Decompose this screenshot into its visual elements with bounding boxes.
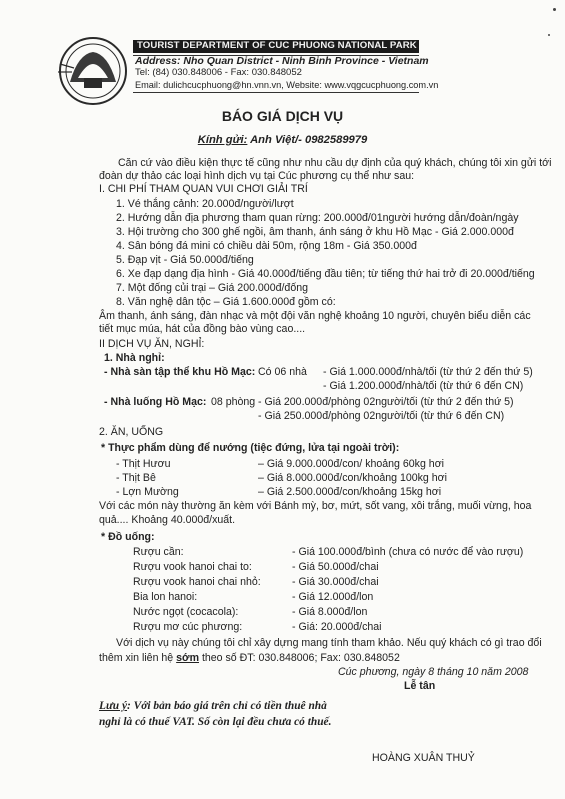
closing-text-c: theo số ĐT: 030.848006; Fax: 030.848052 bbox=[199, 652, 400, 664]
house-1-price-weekend: - Giá 1.200.000đ/nhà/tối (từ thứ 6 đến CN) bbox=[323, 380, 524, 392]
drinks-heading bbox=[101, 531, 155, 543]
house-1-detail: Có 06 nhà bbox=[258, 366, 307, 378]
closing-line-2 bbox=[99, 652, 400, 664]
drink-price: - Giá 30.000đ/chai bbox=[292, 576, 379, 588]
grill-heading bbox=[101, 442, 399, 454]
accommodation-heading: 1. Nhà nghỉ: bbox=[104, 352, 165, 364]
house-2-name: - Nhà luống Hồ Mạc: bbox=[104, 396, 207, 408]
header-divider-bottom bbox=[133, 92, 419, 93]
org-address: Address: Nho Quan District - Ninh Binh Province - Vietnam bbox=[135, 55, 429, 67]
house-2-price-weekend: - Giá 250.000đ/phòng 02người/tối (từ thứ 6 đến CN) bbox=[258, 410, 505, 422]
intro-line-2: đoàn dự thảo các loại hình dịch vụ tại Cúc phương cụ thể như sau: bbox=[99, 170, 415, 182]
grill-note: quả.... Khoảng 40.000đ/xuất. bbox=[99, 514, 236, 526]
vat-note-line-1 bbox=[99, 700, 327, 712]
asterisk-icon: * bbox=[101, 442, 109, 454]
park-logo-icon bbox=[56, 34, 130, 108]
service-item: 5. Đạp vịt - Giá 50.000đ/tiếng bbox=[116, 254, 254, 266]
grill-item-price: – Giá 8.000.000đ/con/khoảng 100kg hơi bbox=[258, 472, 447, 484]
food-heading: 2. ĂN, UỐNG bbox=[99, 426, 164, 438]
grill-note: Với các món này thường ăn kèm với Bánh mỳ, bơ, mứt, sốt vang, xôi trắng, muối vừng, hoa bbox=[99, 500, 532, 512]
drink-name: Nước ngọt (cocacola): bbox=[133, 606, 239, 618]
grill-item-price: – Giá 2.500.000đ/con/khoảng 15kg hơi bbox=[258, 486, 442, 498]
service-item: 8. Văn nghệ dân tộc – Giá 1.600.000đ gồm có: bbox=[116, 296, 336, 308]
drinks-heading-text: Đồ uống: bbox=[108, 531, 155, 543]
house-1-name: - Nhà sàn tập thể khu Hồ Mạc: bbox=[104, 366, 256, 378]
signer-title: Lễ tân bbox=[404, 680, 436, 692]
service-item: 2. Hướng dẫn địa phương tham quan rừng: 200.000đ/01người hướng dẫn/đoàn/ngày bbox=[116, 212, 519, 224]
note-label: Lưu ý bbox=[99, 700, 128, 712]
scan-speck bbox=[548, 34, 550, 36]
house-2-price-weekday: - Giá 200.000đ/phòng 02người/tối (từ thứ 2 đến thứ 5) bbox=[258, 396, 514, 408]
house-1-price-weekday: - Giá 1.000.000đ/nhà/tối (từ thứ 2 đến thứ 5) bbox=[323, 366, 533, 378]
drink-price: - Giá 12.000đ/lon bbox=[292, 591, 374, 603]
service-item: 1. Vé thắng cảnh: 20.000đ/người/lượt bbox=[116, 198, 294, 210]
drink-name: Rượu vook hanoi chai nhỏ: bbox=[133, 576, 261, 588]
org-email: Email: dulichcucphuong@hn.vnn.vn, Website: www.vqgcucphuong.com.vn bbox=[135, 80, 439, 90]
grill-item-name: - Thịt Hươu bbox=[116, 458, 171, 470]
vat-note-line-2: nghỉ là có thuế VAT. Số còn lại đều chưa có thuế. bbox=[99, 716, 332, 728]
grill-item-name: - Lợn Mường bbox=[116, 486, 179, 498]
note-text-1: : Với bản báo giá trên chỉ có tiền thuê nhà bbox=[127, 700, 327, 712]
section-2-heading: II DỊCH VỤ ĂN, NGHỈ: bbox=[99, 338, 205, 350]
drink-name: Rượu mơ cúc phương: bbox=[133, 621, 243, 633]
date-line: Cúc phương, ngày 8 tháng 10 năm 2008 bbox=[338, 666, 529, 678]
scan-speck bbox=[553, 8, 556, 11]
closing-emphasis: sớm bbox=[176, 652, 199, 664]
document-title: BÁO GIÁ DỊCH VỤ bbox=[221, 108, 344, 124]
recipient-label: Kính gửi: bbox=[197, 134, 248, 146]
org-name: TOURIST DEPARTMENT OF CUC PHUONG NATIONAL PARK bbox=[137, 40, 417, 51]
closing-text-a: thêm xin liên hệ bbox=[99, 652, 177, 664]
service-item: 3. Hội trường cho 300 ghế ngồi, âm thanh, ánh sáng ở khu Hồ Mạc - Giá 2.000.000đ bbox=[116, 226, 514, 238]
service-item: 6. Xe đạp dạng địa hình - Giá 40.000đ/tiếng đầu tiên; từ tiếng thứ hai trở đi 20.000đ/tiếng bbox=[116, 268, 535, 280]
drink-price: - Giá 8.000đ/lon bbox=[292, 606, 368, 618]
house-2-detail: 08 phòng bbox=[211, 396, 256, 408]
service-item: 4. Sân bóng đá mini có chiều dài 50m, rộng 18m - Giá 350.000đ bbox=[116, 240, 417, 252]
signer-name: HOÀNG XUÂN THUỶ bbox=[372, 752, 475, 764]
drink-price: - Giá 100.000đ/bình (chưa có nước để vào rượu) bbox=[292, 546, 524, 558]
recipient-line bbox=[0, 134, 565, 146]
drink-price: - Giá 50.000đ/chai bbox=[292, 561, 379, 573]
intro-line-1: Căn cứ vào điều kiện thực tế cũng như nhu cầu dự định của quý khách, chúng tôi xin gửi tới bbox=[118, 157, 552, 169]
drink-name: Bia lon hanoi: bbox=[133, 591, 198, 603]
grill-heading-text: Thực phẩm dùng để nướng (tiệc đứng, lửa tại ngoài trời): bbox=[108, 442, 400, 454]
performance-detail: tiết mục múa, hát của đồng bào vùng cao.... bbox=[99, 323, 306, 335]
asterisk-icon: * bbox=[101, 531, 109, 543]
performance-detail: Âm thanh, ánh sáng, đàn nhạc và một đội văn nghệ khoảng 10 người, chuyên biểu diễn các bbox=[99, 310, 531, 322]
closing-line-1: Với dịch vụ này chúng tôi chỉ xây dựng mang tính tham khảo. Nếu quý khách có gì trao đổi bbox=[116, 637, 542, 649]
recipient-name: Anh Việt/- 0982589979 bbox=[250, 134, 368, 146]
section-1-heading: I. CHI PHÍ THAM QUAN VUI CHƠI GIẢI TRÍ bbox=[99, 183, 308, 195]
drink-name: Rượu vook hanoi chai to: bbox=[133, 561, 252, 573]
drink-name: Rượu cần: bbox=[133, 546, 184, 558]
service-item: 7. Một đống củi trại – Giá 200.000đ/đống bbox=[116, 282, 308, 294]
drink-price: - Giá: 20.000đ/chai bbox=[292, 621, 382, 633]
org-phone: Tel: (84) 030.848006 - Fax: 030.848052 bbox=[135, 67, 302, 78]
grill-item-price: – Giá 9.000.000đ/con/ khoảng 60kg hơi bbox=[258, 458, 445, 470]
grill-item-name: - Thịt Bê bbox=[116, 472, 156, 484]
